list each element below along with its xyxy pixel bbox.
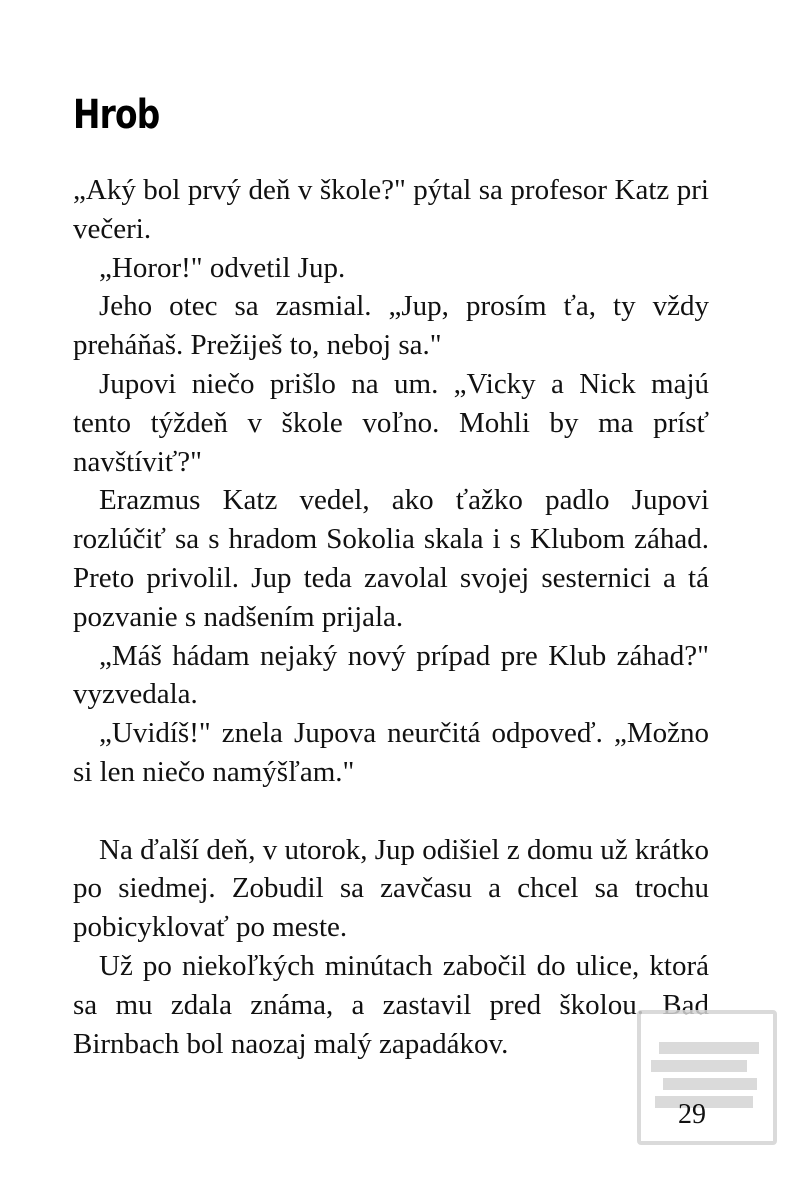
chapter-title: Hrob bbox=[73, 92, 160, 138]
paragraph: „Aký bol prvý deň v škole?" pýtal sa profesor Katz pri večeri. bbox=[73, 174, 709, 245]
paragraph: „Máš hádam nejaký nový prípad pre Klub záhad?" vyzvedala. bbox=[73, 639, 709, 711]
paragraph: Jeho otec sa zasmial. „Jup, prosím ťa, ty vždy preháňaš. Prežiješ to, neboj sa." bbox=[73, 290, 709, 362]
paragraph: Jupovi niečo prišlo na um. „Vicky a Nick majú tento týždeň v škole voľno. Mohli by ma prísť navštíviť?" bbox=[73, 367, 709, 478]
paragraph: Na ďalší deň, v utorok, Jup odišiel z domu už krátko po siedmej. Zobudil sa zavčasu a chcel sa trochu pobicyklovať po meste. bbox=[73, 833, 709, 944]
paragraph: Erazmus Katz vedel, ako ťažko padlo Jupovi rozlúčiť sa s hradom Sokolia skala i s Klubom záhad. Preto privolil. Jup teda zavolal svojej sesternici a tá pozvanie s nadšením prijala. bbox=[73, 484, 709, 633]
body-text bbox=[73, 171, 709, 1063]
paragraph: „Horor!" odvetil Jup. bbox=[99, 251, 346, 284]
page-number: 29 bbox=[678, 1099, 706, 1130]
paragraph: Už po niekoľkých minútach zabočil do ulice, ktorá sa mu zdala známa, a zastavil pred školou. Bad Birnbach bol naozaj malý zapadákov. bbox=[73, 949, 709, 1060]
watermark-logo bbox=[637, 1010, 777, 1145]
book-stack-icon bbox=[649, 1040, 769, 1120]
paragraph: „Uvidíš!" znela Jupova neurčitá odpoveď. „Možno si len niečo namýšľam." bbox=[73, 717, 709, 788]
